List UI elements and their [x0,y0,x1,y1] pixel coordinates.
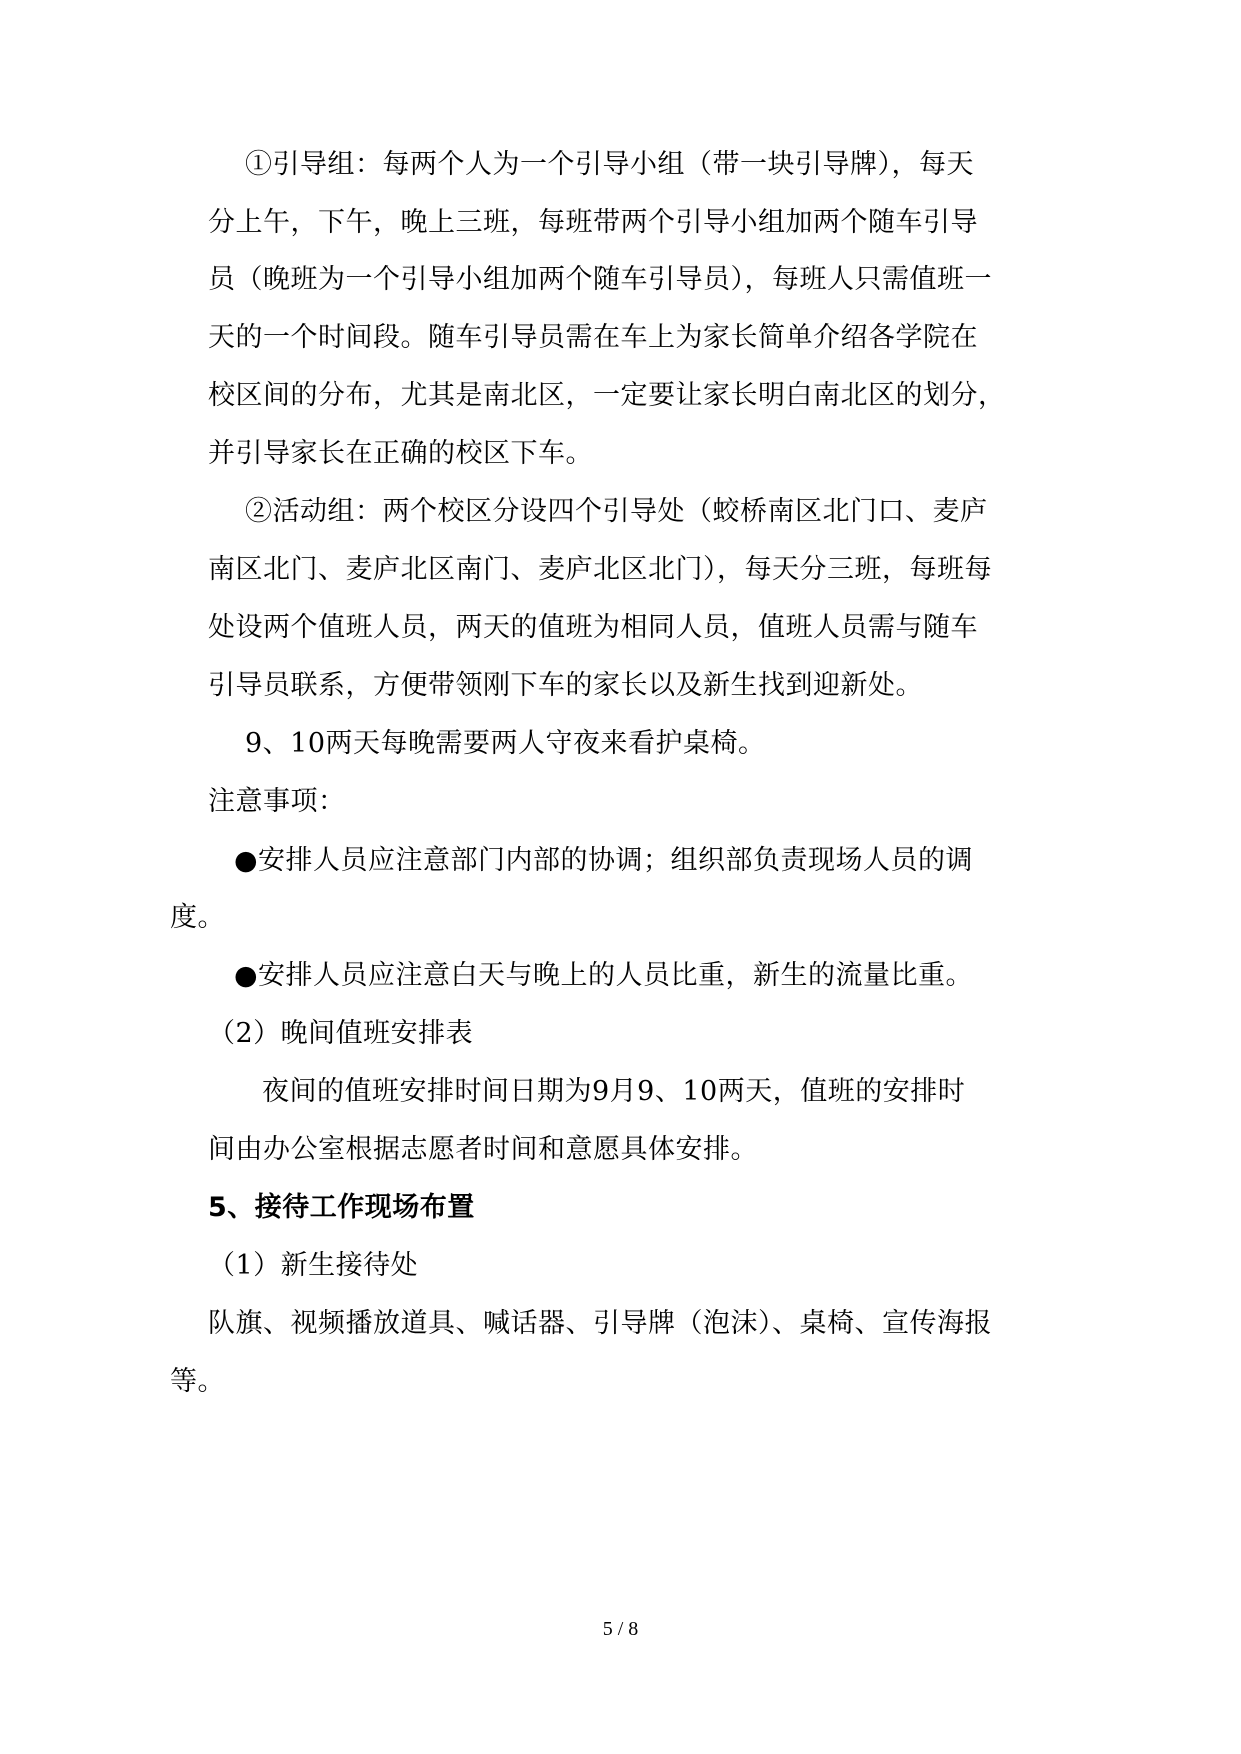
bullet-1-line-2: 度。 [170,902,225,933]
activity-group-line-1: ②活动组：两个校区分设四个引导处（蛟桥南区北门口、麦庐 [245,496,988,527]
activity-group-line-3: 处设两个值班人员，两天的值班为相同人员，值班人员需与随车 [208,612,978,643]
guide-group-line-4: 天的一个时间段。随车引导员需在车上为家长简单介绍各学院在 [208,322,978,353]
notes-heading: 注意事项： [208,786,346,817]
subheading-night-schedule: （2）晚间值班安排表 [208,1018,474,1049]
guide-group-line-2: 分上午，下午，晚上三班，每班带两个引导小组加两个随车引导 [208,207,978,238]
guide-group-line-1: ①引导组：每两个人为一个引导小组（带一块引导牌），每天 [245,149,974,180]
activity-group-line-4: 引导员联系，方便带领刚下车的家长以及新生找到迎新处。 [208,670,923,701]
activity-group-line-2: 南区北门、麦庐北区南门、麦庐北区北门），每天分三班，每班每 [208,554,992,585]
night-schedule-line-2: 间由办公室根据志愿者时间和意愿具体安排。 [208,1134,758,1165]
night-watch-note: 9、10两天每晚需要两人守夜来看护桌椅。 [245,728,766,759]
guide-group-line-5: 校区间的分布，尤其是南北区，一定要让家长明白南北区的划分， [208,380,1006,411]
section-heading: 5、接待工作现场布置 [208,1192,475,1223]
guide-group-line-3: 员（晚班为一个引导小组加两个随车引导员），每班人只需值班一 [208,264,992,295]
bullet-2: ●安排人员应注意白天与晚上的人员比重，新生的流量比重。 [234,960,974,991]
reception-line-1: 队旗、视频播放道具、喊话器、引导牌（泡沫）、桌椅、宣传海报 [208,1308,992,1339]
subheading-reception: （1）新生接待处 [208,1250,419,1281]
page-number: 5 / 8 [602,1618,639,1640]
night-schedule-line-1: 夜间的值班安排时间日期为9月9、10两天，值班的安排时 [262,1076,966,1107]
reception-line-2: 等。 [170,1366,225,1397]
bullet-1-line-1: ●安排人员应注意部门内部的协调；组织部负责现场人员的调 [234,845,974,876]
guide-group-line-6: 并引导家长在正确的校区下车。 [208,438,593,469]
